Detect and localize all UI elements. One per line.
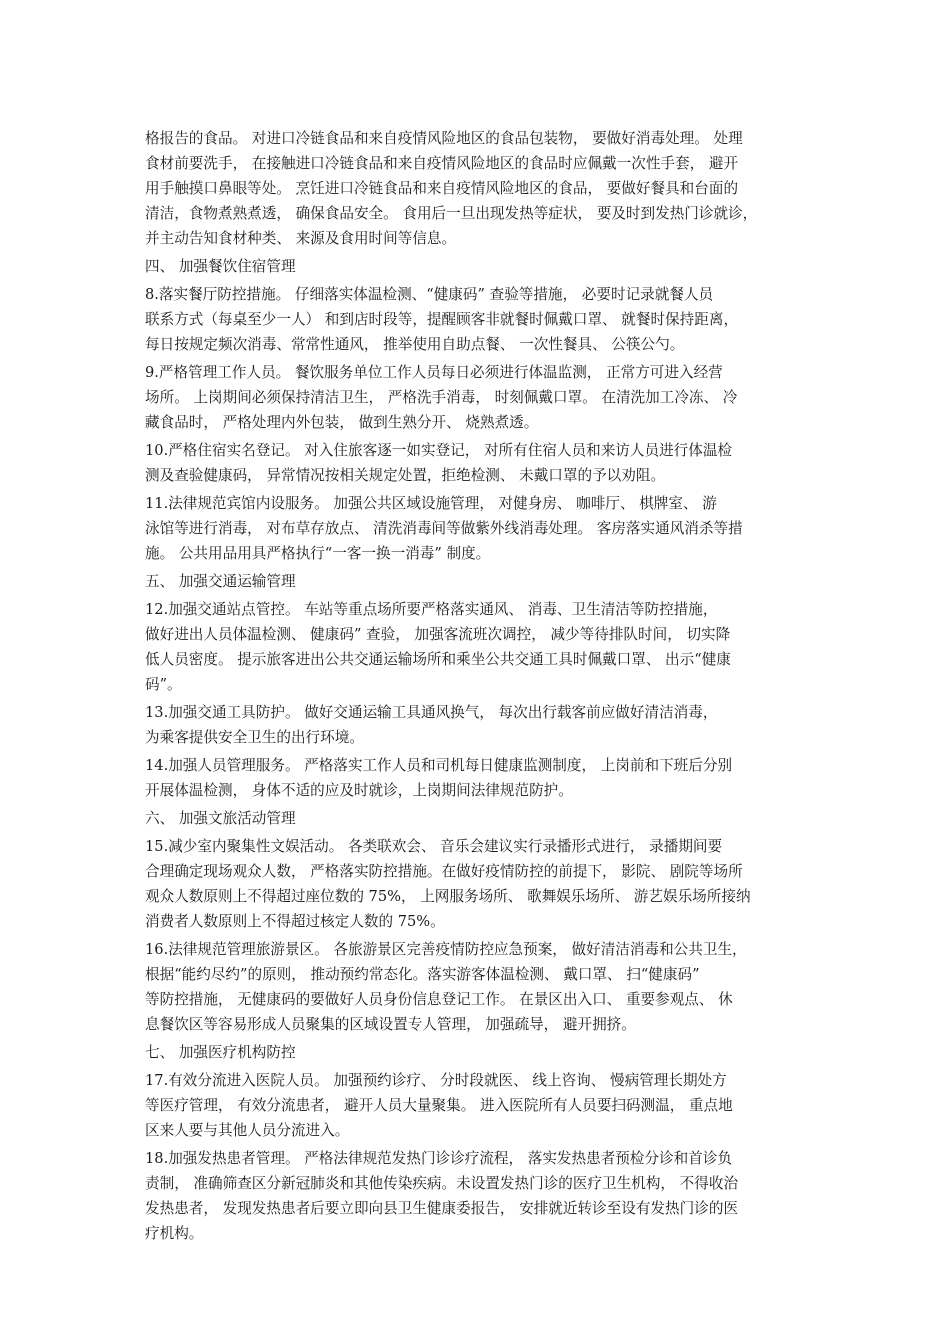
paragraph <box>145 1146 815 1246</box>
text-line: 施。 公共用品用具严格执行“一客一换一消毒” 制度。 <box>145 545 491 562</box>
text-line: 五、 加强交通运输管理 <box>145 573 296 590</box>
text-line: 用手触摸口鼻眼等处。 烹饪进口冷链食品和来自疫情风险地区的食品， 要做好餐具和台面的 <box>145 180 739 197</box>
text-line: 泳馆等进行消毒， 对布草存放点、 清洗消毒间等做紫外线消毒处理。 客房落实通风消杀等措 <box>145 520 743 537</box>
text-line: 根据“能约尽约”的原则， 推动预约常态化。落实游客体温检测、 戴口罩、 扫“健康码” <box>145 966 700 983</box>
paragraph <box>145 438 815 488</box>
text-line: 9.严格管理工作人员。 餐饮服务单位工作人员每日必须进行体温监测， 正常方可进入经营 <box>145 364 723 381</box>
text-line: 六、 加强文旅活动管理 <box>145 810 296 827</box>
text-line: 联系方式（每桌至少一人） 和到店时段等，提醒顾客非就餐时佩戴口罩、 就餐时保持距离， <box>145 311 739 328</box>
text-line: 七、 加强医疗机构防控 <box>145 1044 296 1061</box>
text-line: 为乘客提供安全卫生的出行环境。 <box>145 729 364 746</box>
text-line: 低人员密度。 提示旅客进出公共交通运输场所和乘坐公共交通工具时佩戴口罩、 出示“健康 <box>145 651 731 668</box>
paragraph <box>145 834 815 934</box>
paragraph <box>145 753 815 803</box>
paragraph <box>145 1040 815 1065</box>
text-line: 等医疗管理， 有效分流患者， 避开人员大量聚集。 进入医院所有人员要扫码测温， 重点地 <box>145 1097 733 1114</box>
text-line: 发热患者， 发现发热患者后要立即向县卫生健康委报告， 安排就近转诊至设有发热门诊的医 <box>145 1200 739 1217</box>
text-line: 13.加强交通工具防护。 做好交通运输工具通风换气， 每次出行载客前应做好清洁消毒， <box>145 704 718 721</box>
text-line: 测及查验健康码， 异常情况按相关规定处置，拒绝检测、 未戴口罩的予以劝阻。 <box>145 467 666 484</box>
text-line: 15.减少室内聚集性文娱活动。 各类联欢会、 音乐会建议实行录播形式进行， 录播期间要 <box>145 838 723 855</box>
text-line: 区来人要与其他人员分流进入。 <box>145 1122 350 1139</box>
text-line: 格报告的食品。 对进口冷链食品和来自疫情风险地区的食品包装物， 要做好消毒处理。 处理 <box>145 130 743 147</box>
text-line: 16.法律规范管理旅游景区。 各旅游景区完善疫情防控应急预案， 做好清洁消毒和公共卫生， <box>145 941 747 958</box>
text-line: 码”。 <box>145 676 182 693</box>
text-line: 18.加强发热患者管理。 严格法律规范发热门诊诊疗流程， 落实发热患者预检分诊和首诊负 <box>145 1150 733 1167</box>
text-line: 等防控措施， 无健康码的要做好人员身份信息登记工作。 在景区出入口、 重要参观点、 休 <box>145 991 733 1008</box>
text-line: 合理确定现场观众人数， 严格落实防控措施。在做好疫情防控的前提下， 影院、 剧院等场所 <box>145 863 743 880</box>
text-line: 疗机构。 <box>145 1225 204 1242</box>
paragraph <box>145 806 815 831</box>
paragraph <box>145 937 815 1037</box>
paragraph <box>145 282 815 357</box>
paragraph <box>145 569 815 594</box>
text-line: 做好进出人员体温检测、 健康码” 查验， 加强客流班次调控， 减少等待排队时间， 切实降 <box>145 626 731 643</box>
document-page <box>145 126 815 1249</box>
text-line: 清洁，食物煮熟煮透， 确保食品安全。 食用后一旦出现发热等症状， 要及时到发热门诊就诊， <box>145 205 758 222</box>
text-line: 藏食品时， 严格处理内外包装， 做到生熟分开、 烧熟煮透。 <box>145 414 539 431</box>
paragraph <box>145 597 815 697</box>
paragraph <box>145 1068 815 1143</box>
text-line: 14.加强人员管理服务。 严格落实工作人员和司机每日健康监测制度， 上岗前和下班后分别 <box>145 757 733 774</box>
text-line: 10.严格住宿实名登记。 对入住旅客逐一如实登记， 对所有住宿人员和来访人员进行体温检 <box>145 442 733 459</box>
text-line: 消费者人数原则上不得超过核定人数的 75%。 <box>145 913 445 930</box>
text-line: 食材前要洗手， 在接触进口冷链食品和来自疫情风险地区的食品时应佩戴一次性手套， 避开 <box>145 155 739 172</box>
text-line: 四、 加强餐饮住宿管理 <box>145 258 296 275</box>
paragraph <box>145 700 815 750</box>
text-line: 8.落实餐厅防控措施。 仔细落实体温检测、“健康码” 查验等措施， 必要时记录就餐人员 <box>145 286 714 303</box>
paragraph <box>145 491 815 566</box>
text-line: 每日按规定频次消毒、常常性通风， 推举使用自助点餐、 一次性餐具、 公筷公勺。 <box>145 336 685 353</box>
paragraph <box>145 126 815 251</box>
text-line: 观众人数原则上不得超过座位数的 75%， 上网服务场所、 歌舞娱乐场所、 游艺娱乐场所接纳 <box>145 888 751 905</box>
text-line: 开展体温检测， 身体不适的应及时就诊，上岗期间法律规范防护。 <box>145 782 573 799</box>
text-line: 12.加强交通站点管控。 车站等重点场所要严格落实通风、 消毒、卫生清洁等防控措施， <box>145 601 718 618</box>
paragraph <box>145 254 815 279</box>
text-line: 17.有效分流进入医院人员。 加强预约诊疗、 分时段就医、 线上咨询、 慢病管理长期处方 <box>145 1072 727 1089</box>
text-line: 并主动告知食材种类、 来源及食用时间等信息。 <box>145 230 457 247</box>
text-line: 息餐饮区等容易形成人员聚集的区域设置专人管理， 加强疏导， 避开拥挤。 <box>145 1016 636 1033</box>
text-line: 责制， 准确筛查区分新冠肺炎和其他传染疾病。未设置发热门诊的医疗卫生机构， 不得收治 <box>145 1175 739 1192</box>
text-line: 场所。 上岗期间必须保持清洁卫生， 严格洗手消毒， 时刻佩戴口罩。 在清洗加工冷冻、 冷 <box>145 389 738 406</box>
text-line: 11.法律规范宾馆内设服务。 加强公共区域设施管理， 对健身房、 咖啡厅、 棋牌室、 游 <box>145 495 717 512</box>
paragraph <box>145 360 815 435</box>
